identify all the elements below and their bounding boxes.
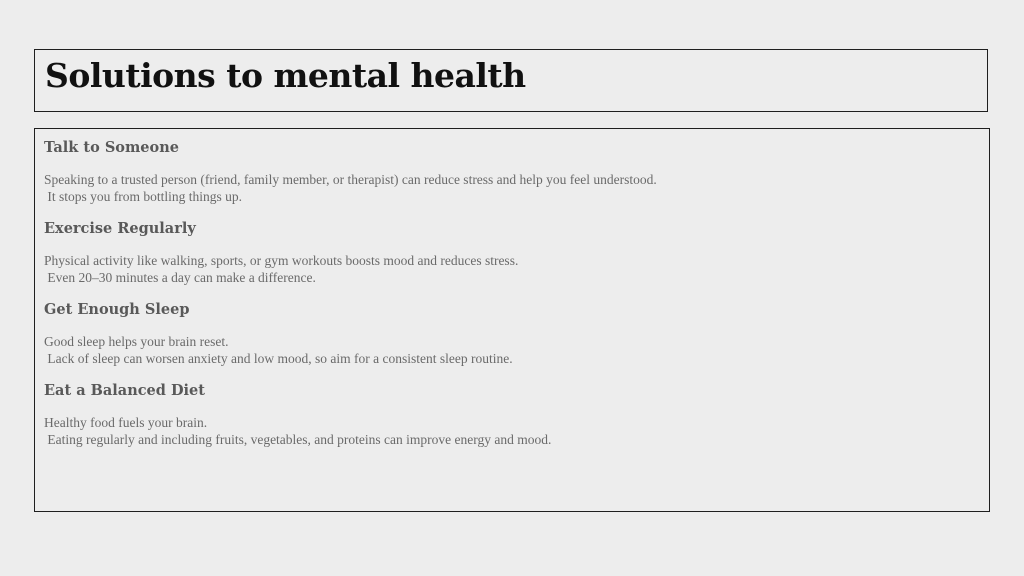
- slide-title: Solutions to mental health: [45, 56, 526, 95]
- section-text-line: Lack of sleep can worsen anxiety and low mood, so aim for a consistent sleep routine.: [44, 351, 513, 366]
- section-exercise-regularly: [44, 219, 989, 286]
- section-text-line: It stops you from bottling things up.: [44, 189, 243, 204]
- section-text-line: Speaking to a trusted person (friend, family member, or therapist) can reduce stress and help you feel understood.: [44, 172, 657, 187]
- section-heading: Eat a Balanced Diet: [44, 382, 205, 399]
- section-text-line: Healthy food fuels your brain.: [44, 415, 208, 430]
- section-text-line: Physical activity like walking, sports, or gym workouts boosts mood and reduces stress.: [44, 253, 519, 268]
- section-get-enough-sleep: [44, 300, 989, 367]
- section-heading: Exercise Regularly: [44, 220, 196, 237]
- title-box: [34, 49, 988, 112]
- section-text-line: Even 20–30 minutes a day can make a difference.: [44, 270, 316, 285]
- content-box: [34, 128, 990, 512]
- section-heading: Get Enough Sleep: [44, 301, 190, 318]
- section-text-line: Eating regularly and including fruits, vegetables, and proteins can improve energy and mood.: [44, 432, 552, 447]
- section-talk-to-someone: [44, 138, 989, 205]
- section-eat-a-balanced-diet: [44, 381, 989, 448]
- section-heading: Talk to Someone: [44, 139, 179, 156]
- section-text-line: Good sleep helps your brain reset.: [44, 334, 229, 349]
